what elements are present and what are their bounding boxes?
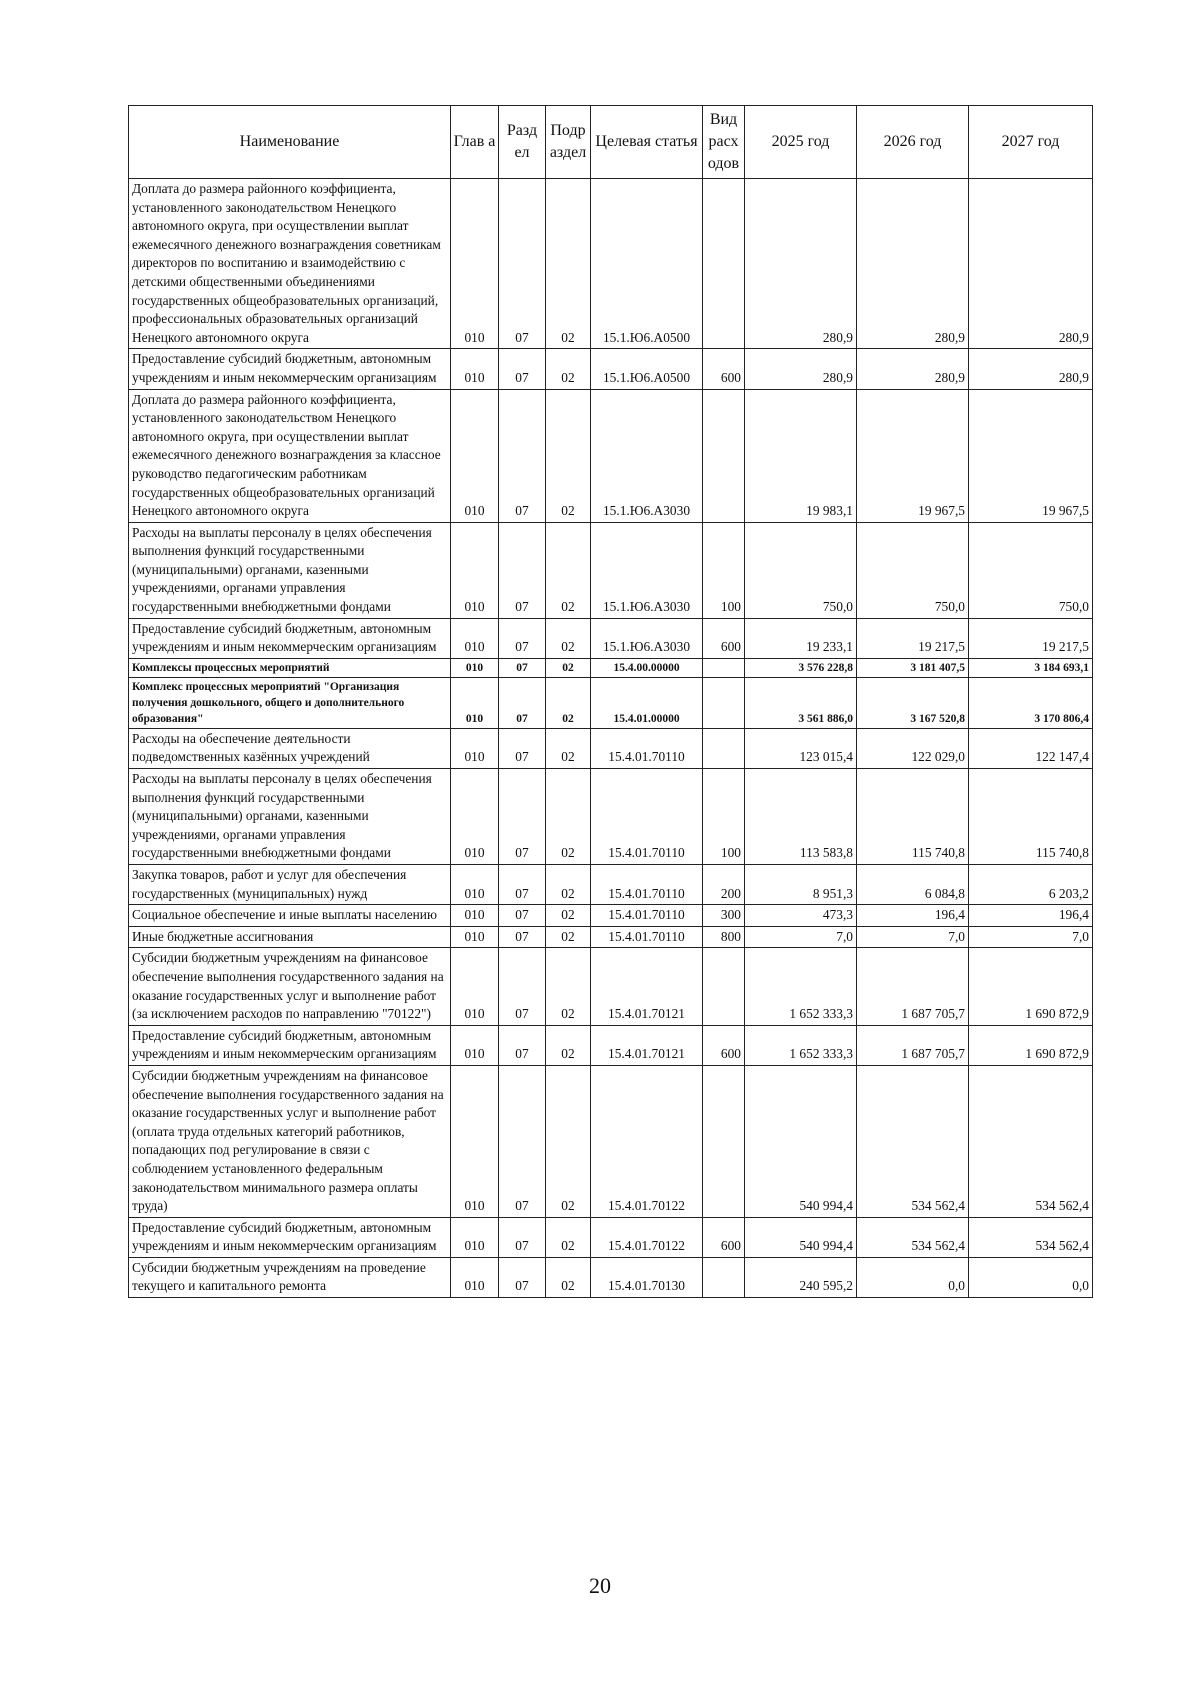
row-razdel: 07	[499, 1025, 546, 1065]
page-number: 20	[589, 1573, 611, 1598]
row-podrazdel: 02	[546, 948, 591, 1025]
row-2026: 280,9	[857, 179, 969, 349]
row-podrazdel: 02	[546, 905, 591, 927]
row-glava: 010	[451, 522, 499, 618]
row-2026: 6 084,8	[857, 865, 969, 905]
row-2025: 473,3	[745, 905, 857, 927]
row-2027: 534 562,4	[969, 1065, 1093, 1217]
row-name: Субсидии бюджетным учреждениям на финансовое обеспечение выполнения государственного задания на оказание государственных услуг и выполнение работ (за исключением расходов по направлению "70122")	[129, 948, 451, 1025]
row-glava: 010	[451, 865, 499, 905]
row-podrazdel: 02	[546, 1217, 591, 1257]
row-razdel: 07	[499, 389, 546, 522]
row-glava: 010	[451, 1025, 499, 1065]
row-vid: 600	[703, 1217, 745, 1257]
row-vid	[703, 1065, 745, 1217]
row-celevaya: 15.4.01.70122	[591, 1217, 703, 1257]
row-2027: 115 740,8	[969, 769, 1093, 865]
row-podrazdel: 02	[546, 769, 591, 865]
table-header-row	[129, 106, 1093, 179]
table-row	[129, 1025, 1093, 1065]
row-podrazdel: 02	[546, 728, 591, 768]
row-2025: 540 994,4	[745, 1065, 857, 1217]
row-vid	[703, 948, 745, 1025]
row-podrazdel: 02	[546, 522, 591, 618]
row-name: Комплексы процессных мероприятий	[129, 658, 451, 677]
row-2026: 1 687 705,7	[857, 1025, 969, 1065]
row-name: Субсидии бюджетным учреждениям на финансовое обеспечение выполнения государственного задания на оказание государственных услуг и выполнение работ (оплата труда отдельных категорий работников, попадающих под регулирование в связи с соблюдением установленного федеральным законодательством минимального размера оплаты труда)	[129, 1065, 451, 1217]
row-podrazdel: 02	[546, 677, 591, 728]
row-podrazdel: 02	[546, 865, 591, 905]
row-glava: 010	[451, 618, 499, 658]
row-name: Иные бюджетные ассигнования	[129, 926, 451, 948]
row-celevaya: 15.4.01.70110	[591, 905, 703, 927]
row-celevaya: 15.1.Ю6.А3030	[591, 522, 703, 618]
table-row	[129, 905, 1093, 927]
table-row	[129, 1065, 1093, 1217]
header-2026: 2026 год	[857, 106, 969, 179]
row-celevaya: 15.4.01.70110	[591, 865, 703, 905]
row-podrazdel: 02	[546, 658, 591, 677]
row-celevaya: 15.1.Ю6.А0500	[591, 349, 703, 389]
header-vid: Вид расх одов	[703, 106, 745, 179]
row-glava: 010	[451, 728, 499, 768]
row-vid: 800	[703, 926, 745, 948]
row-razdel: 07	[499, 658, 546, 677]
row-2027: 0,0	[969, 1257, 1093, 1297]
row-2027: 3 184 693,1	[969, 658, 1093, 677]
row-glava: 010	[451, 1257, 499, 1297]
row-razdel: 07	[499, 926, 546, 948]
row-2026: 750,0	[857, 522, 969, 618]
row-podrazdel: 02	[546, 179, 591, 349]
row-glava: 010	[451, 948, 499, 1025]
row-2026: 196,4	[857, 905, 969, 927]
budget-table	[128, 105, 1093, 1298]
table-row	[129, 677, 1093, 728]
row-razdel: 07	[499, 948, 546, 1025]
row-glava: 010	[451, 905, 499, 927]
row-podrazdel: 02	[546, 618, 591, 658]
row-podrazdel: 02	[546, 349, 591, 389]
header-celevaya: Целевая статья	[591, 106, 703, 179]
row-podrazdel: 02	[546, 926, 591, 948]
row-razdel: 07	[499, 728, 546, 768]
row-podrazdel: 02	[546, 389, 591, 522]
table-row	[129, 522, 1093, 618]
header-name: Наименование	[129, 106, 451, 179]
row-2025: 1 652 333,3	[745, 1025, 857, 1065]
row-vid	[703, 179, 745, 349]
row-name: Расходы на обеспечение деятельности подведомственных казённых учреждений	[129, 728, 451, 768]
table-row	[129, 1217, 1093, 1257]
header-podrazdel: Подр аздел	[546, 106, 591, 179]
table-row	[129, 1257, 1093, 1297]
row-vid: 100	[703, 769, 745, 865]
row-vid	[703, 677, 745, 728]
row-name: Расходы на выплаты персоналу в целях обеспечения выполнения функций государственными (муниципальными) органами, казенными учреждениями, органами управления государственными внебюджетными фондами	[129, 769, 451, 865]
row-glava: 010	[451, 1217, 499, 1257]
table-row	[129, 769, 1093, 865]
table-body	[129, 179, 1093, 1298]
row-2027: 19 967,5	[969, 389, 1093, 522]
row-2025: 7,0	[745, 926, 857, 948]
row-2027: 280,9	[969, 349, 1093, 389]
row-2025: 3 561 886,0	[745, 677, 857, 728]
table-row	[129, 179, 1093, 349]
row-2027: 750,0	[969, 522, 1093, 618]
row-celevaya: 15.4.01.00000	[591, 677, 703, 728]
row-2025: 113 583,8	[745, 769, 857, 865]
row-2027: 1 690 872,9	[969, 1025, 1093, 1065]
row-2026: 1 687 705,7	[857, 948, 969, 1025]
row-2027: 534 562,4	[969, 1217, 1093, 1257]
header-2027: 2027 год	[969, 106, 1093, 179]
row-glava: 010	[451, 658, 499, 677]
row-glava: 010	[451, 349, 499, 389]
row-name: Расходы на выплаты персоналу в целях обеспечения выполнения функций государственными (муниципальными) органами, казенными учреждениями, органами управления государственными внебюджетными фондами	[129, 522, 451, 618]
table-row	[129, 926, 1093, 948]
table-row	[129, 389, 1093, 522]
row-2027: 1 690 872,9	[969, 948, 1093, 1025]
row-2025: 123 015,4	[745, 728, 857, 768]
row-2027: 3 170 806,4	[969, 677, 1093, 728]
row-name: Доплата до размера районного коэффициента, установленного законодательством Ненецкого автономного округа, при осуществлении выплат ежемесячного денежного вознаграждения за классное руководство педагогическим работникам государственных общеобразовательных организаций Ненецкого автономного округа	[129, 389, 451, 522]
row-razdel: 07	[499, 179, 546, 349]
row-celevaya: 15.4.01.70110	[591, 728, 703, 768]
row-celevaya: 15.4.01.70130	[591, 1257, 703, 1297]
row-2026: 122 029,0	[857, 728, 969, 768]
row-2027: 122 147,4	[969, 728, 1093, 768]
row-2027: 6 203,2	[969, 865, 1093, 905]
table-row	[129, 618, 1093, 658]
row-vid	[703, 1257, 745, 1297]
row-vid: 600	[703, 1025, 745, 1065]
row-2026: 3 181 407,5	[857, 658, 969, 677]
row-razdel: 07	[499, 1217, 546, 1257]
row-vid: 200	[703, 865, 745, 905]
row-2027: 19 217,5	[969, 618, 1093, 658]
row-2026: 115 740,8	[857, 769, 969, 865]
row-razdel: 07	[499, 905, 546, 927]
row-vid	[703, 658, 745, 677]
row-2025: 3 576 228,8	[745, 658, 857, 677]
row-razdel: 07	[499, 349, 546, 389]
header-2025: 2025 год	[745, 106, 857, 179]
row-name: Комплекс процессных мероприятий "Организация получения дошкольного, общего и дополнительного образования"	[129, 677, 451, 728]
row-razdel: 07	[499, 1065, 546, 1217]
row-2026: 7,0	[857, 926, 969, 948]
row-podrazdel: 02	[546, 1257, 591, 1297]
row-vid: 300	[703, 905, 745, 927]
row-razdel: 07	[499, 677, 546, 728]
row-2026: 280,9	[857, 349, 969, 389]
row-celevaya: 15.4.01.70110	[591, 926, 703, 948]
row-2026: 3 167 520,8	[857, 677, 969, 728]
row-2026: 19 217,5	[857, 618, 969, 658]
row-name: Предоставление субсидий бюджетным, автономным учреждениям и иным некоммерческим организациям	[129, 349, 451, 389]
row-vid: 600	[703, 349, 745, 389]
row-2026: 534 562,4	[857, 1217, 969, 1257]
row-2025: 240 595,2	[745, 1257, 857, 1297]
header-glava: Глав а	[451, 106, 499, 179]
row-2026: 0,0	[857, 1257, 969, 1297]
row-name: Закупка товаров, работ и услуг для обеспечения государственных (муниципальных) нужд	[129, 865, 451, 905]
row-2025: 1 652 333,3	[745, 948, 857, 1025]
row-name: Доплата до размера районного коэффициента, установленного законодательством Ненецкого автономного округа, при осуществлении выплат ежемесячного денежного вознаграждения советникам директоров по воспитанию и взаимодействию с детскими общественными объединениями государственных общеобразовательных организаций, профессиональных образовательных организаций Ненецкого автономного округа	[129, 179, 451, 349]
row-2027: 196,4	[969, 905, 1093, 927]
row-glava: 010	[451, 769, 499, 865]
row-razdel: 07	[499, 865, 546, 905]
row-vid: 600	[703, 618, 745, 658]
row-celevaya: 15.4.01.70121	[591, 948, 703, 1025]
row-celevaya: 15.1.Ю6.А3030	[591, 618, 703, 658]
row-celevaya: 15.4.01.70122	[591, 1065, 703, 1217]
row-glava: 010	[451, 677, 499, 728]
row-2025: 750,0	[745, 522, 857, 618]
row-vid	[703, 389, 745, 522]
row-2025: 19 233,1	[745, 618, 857, 658]
row-vid: 100	[703, 522, 745, 618]
row-2025: 540 994,4	[745, 1217, 857, 1257]
row-celevaya: 15.1.Ю6.А3030	[591, 389, 703, 522]
row-name: Субсидии бюджетным учреждениям на проведение текущего и капитального ремонта	[129, 1257, 451, 1297]
row-2025: 280,9	[745, 349, 857, 389]
row-2025: 8 951,3	[745, 865, 857, 905]
row-2027: 280,9	[969, 179, 1093, 349]
row-glava: 010	[451, 179, 499, 349]
table-row	[129, 658, 1093, 677]
row-glava: 010	[451, 389, 499, 522]
row-2026: 534 562,4	[857, 1065, 969, 1217]
row-podrazdel: 02	[546, 1065, 591, 1217]
row-razdel: 07	[499, 522, 546, 618]
row-razdel: 07	[499, 1257, 546, 1297]
row-podrazdel: 02	[546, 1025, 591, 1065]
row-vid	[703, 728, 745, 768]
row-name: Предоставление субсидий бюджетным, автономным учреждениям и иным некоммерческим организациям	[129, 1217, 451, 1257]
row-razdel: 07	[499, 769, 546, 865]
row-celevaya: 15.4.00.00000	[591, 658, 703, 677]
table-row	[129, 728, 1093, 768]
row-glava: 010	[451, 1065, 499, 1217]
row-2027: 7,0	[969, 926, 1093, 948]
table-row	[129, 865, 1093, 905]
row-2026: 19 967,5	[857, 389, 969, 522]
row-name: Предоставление субсидий бюджетным, автономным учреждениям и иным некоммерческим организациям	[129, 1025, 451, 1065]
row-celevaya: 15.4.01.70110	[591, 769, 703, 865]
row-celevaya: 15.1.Ю6.А0500	[591, 179, 703, 349]
header-razdel: Разд ел	[499, 106, 546, 179]
row-glava: 010	[451, 926, 499, 948]
row-celevaya: 15.4.01.70121	[591, 1025, 703, 1065]
row-razdel: 07	[499, 618, 546, 658]
row-2025: 19 983,1	[745, 389, 857, 522]
row-name: Социальное обеспечение и иные выплаты населению	[129, 905, 451, 927]
table-row	[129, 948, 1093, 1025]
table-row	[129, 349, 1093, 389]
row-2025: 280,9	[745, 179, 857, 349]
row-name: Предоставление субсидий бюджетным, автономным учреждениям и иным некоммерческим организациям	[129, 618, 451, 658]
